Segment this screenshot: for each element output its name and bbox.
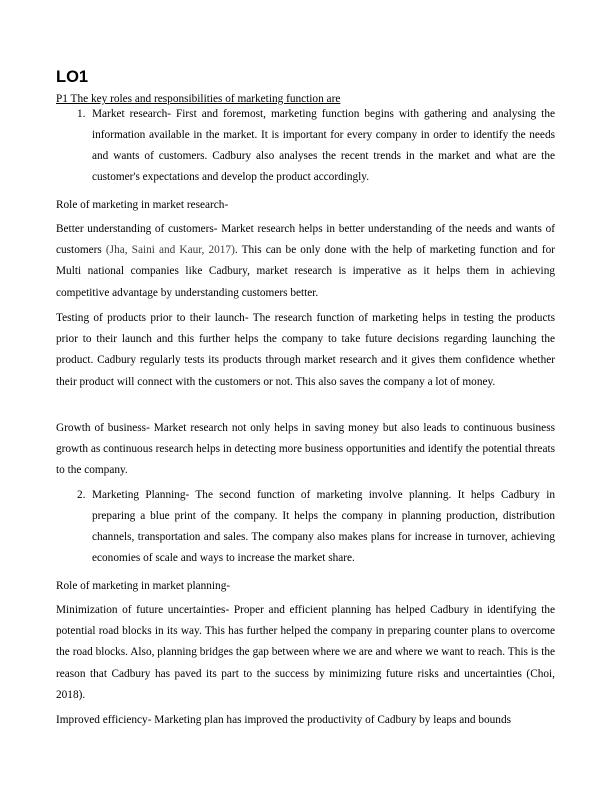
list-item-market-research — [77, 104, 555, 188]
paragraph-efficiency: Improved efficiency- Marketing plan has improved the productivity of Cadbury by leaps and bounds — [56, 714, 512, 726]
paragraph-customers — [56, 219, 555, 304]
paragraph-testing: Testing of products prior to their launch- The research function of marketing helps in testing the products prior to their launch and this further helps the company to take future decisions regarding launching the product. Cadbury regularly tests its products through market research and it gives them confidence whether their product will connect with the customers or not. This also saves the company a lot of money. — [56, 312, 555, 388]
paragraph-growth: Growth of business- Market research not only helps in saving money but also leads to continuous business growth as continuous research helps in detecting more business opportunities and identify the potential threats to the company. — [56, 422, 555, 477]
list-text: Market research- First and foremost, marketing function begins with gathering and analysing the information available in the market. It is important for every company in order to identify the needs and wants of customers. Cadbury also analyses the recent trends in the market and what are the customer's expectations and develop the product accordingly. — [92, 108, 555, 183]
list-number: 1. — [77, 108, 86, 120]
paragraph-text: Better understanding of customers- Market research helps in better understanding of the needs and wants of customers — [56, 223, 555, 257]
citation: (Jha, Saini and Kaur, 2017) — [105, 244, 235, 257]
paragraph-uncertainties: Minimization of future uncertainties- Proper and efficient planning has helped Cadbury in identifying the potential road blocks in its way. This has further helped the company in preparing counter plans to overcome the road blocks. Also, planning bridges the gap between where we are and where we want to reach. This is the reason that Cadbury has paved its part to the success by minimizing future risks and uncertainties (Choi, 2018). — [56, 604, 555, 701]
paragraph-text: . This can be only done with the help of marketing function and for Multi national companies like Cadbury, market research is imperative as it helps them in achieving competitive advantage by understanding customers better. — [56, 244, 555, 299]
subheading: P1 The key roles and responsibilities of marketing function are — [56, 93, 341, 105]
role-research-heading: Role of marketing in market research- — [56, 199, 229, 211]
section-heading: LO1 — [56, 68, 89, 86]
list-text: Marketing Planning- The second function of marketing involve planning. It helps Cadbury in preparing a blue print of the company. It helps the company in planning production, distribution channels, transportation and sales. The company also makes plans for increase in turnover, achieving economies of scale and ways to increase the market share. — [92, 489, 555, 564]
list-number: 2. — [77, 489, 86, 501]
role-planning-heading: Role of marketing in market planning- — [56, 580, 231, 592]
list-item-marketing-planning — [77, 485, 555, 569]
